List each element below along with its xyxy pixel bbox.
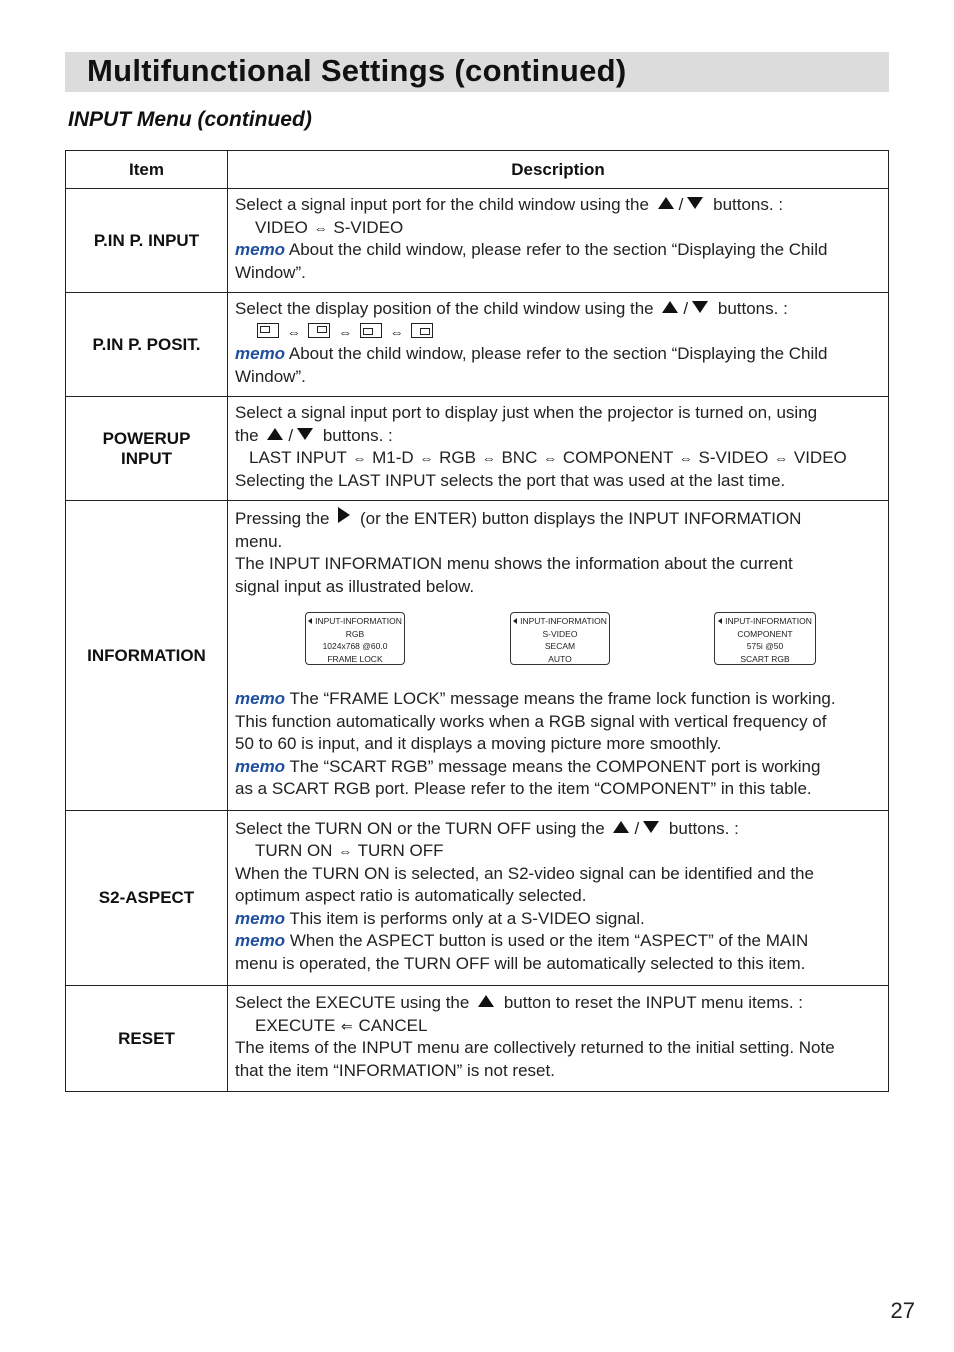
item-powerup-input: POWERUP INPUT: [66, 397, 228, 501]
memo-label: memo: [235, 689, 286, 709]
position-top-right-icon: [308, 323, 330, 338]
osd-panel-rgb: INPUT-INFORMATION RGB 1024x768 @60.0 FRAME LOCK: [305, 612, 405, 665]
position-top-left-icon: [257, 323, 279, 338]
double-arrow-icon: ⇔: [481, 450, 496, 466]
table-row: [66, 811, 889, 986]
description-column-header: Description: [228, 151, 889, 189]
left-double-arrow-icon: ⇐: [341, 1017, 353, 1034]
down-arrow-icon: [692, 301, 708, 313]
double-arrow-icon: ⇔: [419, 450, 434, 466]
table-row: [66, 189, 889, 293]
double-arrow-icon: ⇔: [774, 450, 789, 466]
input-menu-table: [65, 150, 889, 1092]
osd-panel-component: INPUT-INFORMATION COMPONENT 575i @50 SCART RGB: [714, 612, 816, 665]
down-arrow-icon: [687, 197, 703, 209]
memo-label: memo: [235, 908, 286, 928]
double-arrow-icon: ⇔: [543, 450, 558, 466]
double-arrow-icon: ⇔: [338, 323, 353, 340]
position-bottom-left-icon: [360, 323, 382, 338]
table-row: [66, 986, 889, 1092]
table-row: [66, 293, 889, 397]
item-reset: RESET: [66, 986, 228, 1092]
right-arrow-icon: [338, 507, 350, 523]
item-s2-aspect: S2-ASPECT: [66, 811, 228, 986]
item-pinp-input: P.IN P. INPUT: [66, 189, 228, 293]
double-arrow-icon: ⇔: [313, 219, 328, 236]
up-arrow-icon: [613, 821, 629, 833]
desc-information: Pressing the (or the ENTER) button displays the INPUT INFORMATION menu. The INPUT INFORMATION menu shows the information about the current signal input as illustrated below. INPUT-INFORMATION RGB 1024x768 @60.0 FRAME LOCK INPUT-INFORMATION S-VIDEO SECAM AUTO INPUT-INFORMATION COMPONENT 575i @50 SCART RGB memo The “FRAME LOCK” message means the frame lock function is working. This function automatically works when a RGB signal with vertical frequency of 50 to 60 is input, and it displays a moving picture more smoothly. memo The “SCART RGB” message means the COMPONENT port is working as a SCART RGB port. Please refer to the item “COMPONENT” in this table.: [228, 501, 889, 811]
down-arrow-icon: [643, 821, 659, 833]
position-bottom-right-icon: [411, 323, 433, 338]
memo-label: memo: [235, 756, 286, 776]
left-arrow-icon: [718, 618, 722, 624]
double-arrow-icon: ⇔: [352, 450, 367, 466]
page-number: 27: [890, 1298, 915, 1323]
up-arrow-icon: [478, 995, 494, 1007]
desc-s2-aspect: Select the TURN ON or the TURN OFF using the / buttons. : TURN ON ⇔ TURN OFF When the TURN ON is selected, an S2-video signal can be identified and the optimum aspect ratio is automatically selected. memo This item is performs only at a S-VIDEO signal. memo When the ASPECT button is used or the item “ASPECT” of the MAIN menu is operated, the TURN OFF will be automatically selected to this item.: [228, 811, 889, 986]
memo-label: memo: [235, 240, 286, 259]
desc-pinp-input: Select a signal input port for the child window using the / buttons. : VIDEO ⇔ S-VIDEO memo About the child window, please refer to the section “Displaying the Child Window”.: [228, 189, 889, 293]
desc-powerup-input: Select a signal input port to display just when the projector is turned on, using the / buttons. : LAST INPUT ⇔ M1-D ⇔ RGB ⇔ BNC ⇔ COMPONENT ⇔ S-VIDEO ⇔ VIDEO Selecting the LAST INPUT selects the port that was used at the last time.: [228, 397, 889, 501]
page-title-bar: [65, 52, 889, 92]
osd-examples: [235, 612, 882, 672]
desc-pinp-posit: Select the display position of the child window using the / buttons. : ⇔ ⇔ ⇔ memo About the child window, please refer to the section “Displaying the Child Window”.: [228, 293, 889, 397]
up-arrow-icon: [662, 301, 678, 313]
down-arrow-icon: [297, 428, 313, 440]
double-arrow-icon: ⇔: [338, 843, 353, 860]
table-header-row: [66, 151, 889, 189]
left-arrow-icon: [308, 618, 312, 624]
memo-label: memo: [235, 344, 286, 363]
double-arrow-icon: ⇔: [286, 323, 301, 340]
page-title: Multifunctional Settings (continued): [87, 53, 627, 88]
double-arrow-icon: ⇔: [678, 450, 693, 466]
section-subtitle: INPUT Menu (continued): [68, 108, 312, 131]
desc-reset: Select the EXECUTE using the button to reset the INPUT menu items. : EXECUTE ⇐ CANCEL The items of the INPUT menu are collectively returned to the initial setting. Note that the item “INFORMATION” is not reset.: [228, 986, 889, 1092]
memo-label: memo: [235, 931, 286, 951]
table-row: [66, 397, 889, 501]
up-arrow-icon: [658, 197, 674, 209]
up-arrow-icon: [267, 428, 283, 440]
table-row: [66, 501, 889, 811]
item-pinp-posit: P.IN P. POSIT.: [66, 293, 228, 397]
item-information: INFORMATION: [66, 501, 228, 811]
item-column-header: Item: [66, 151, 228, 189]
osd-panel-svideo: INPUT-INFORMATION S-VIDEO SECAM AUTO: [510, 612, 610, 665]
double-arrow-icon: ⇔: [389, 323, 404, 340]
left-arrow-icon: [513, 618, 517, 624]
